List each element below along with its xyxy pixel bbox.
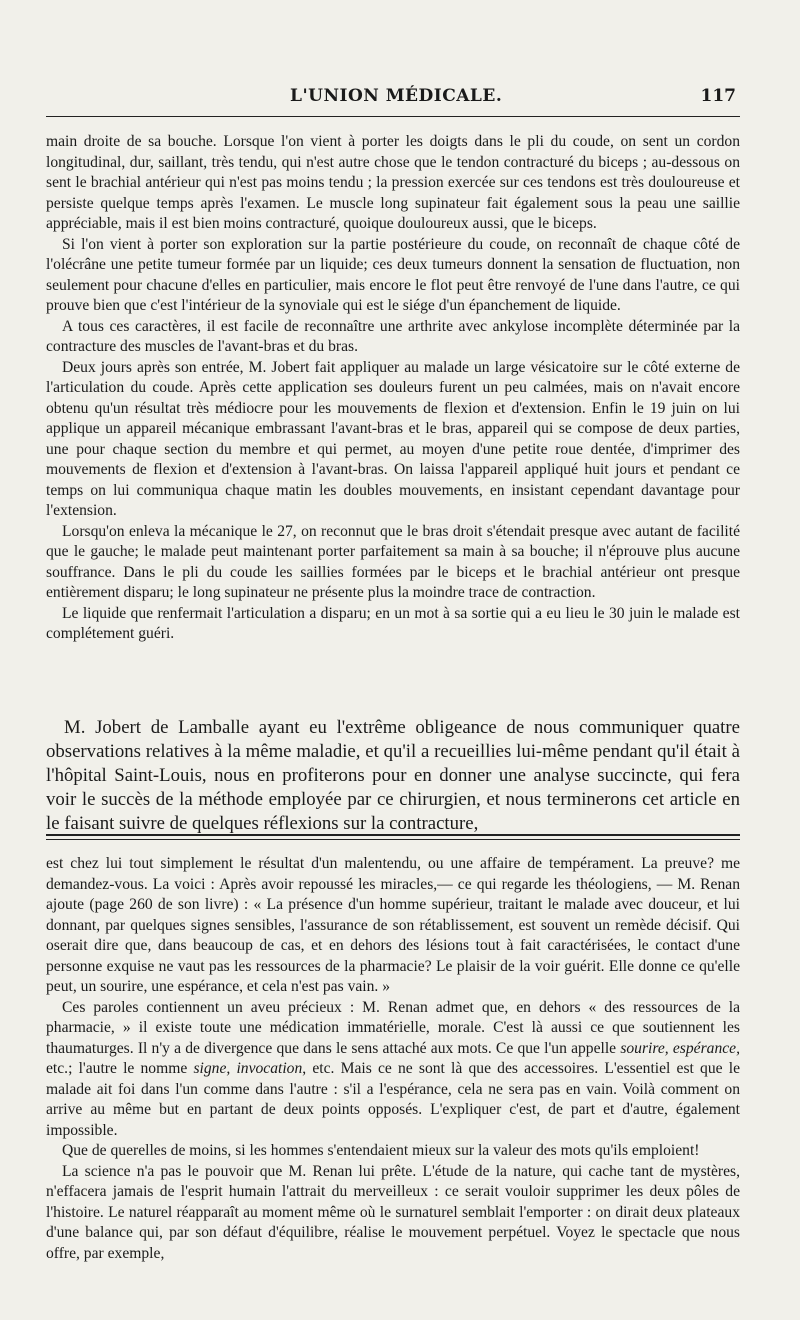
paragraph: main droite de sa bouche. Lorsque l'on vient à porter les doigts dans le pli du coude, on sent un cordon longitudinal, dur, saillant, très tendu, qui n'est autre chose que le tendon contracturé du biceps ; au-dessous on sent le brachial antérieur qui n'est pas moins tendu ; la pression exercée sur ces tendons est très douloureuse et persiste quelque temps après l'examen. Le muscle long supinateur fait également sous la peau une saillie appréciable, mais il est bien moins contracturé, quoique douloureux aussi, que le biceps. xyxy=(46,133,740,232)
header-rule xyxy=(46,116,740,117)
feuilleton-rule-thin xyxy=(46,839,740,840)
page-number: 117 xyxy=(700,86,736,106)
paragraph: La science n'a pas le pouvoir que M. Renan lui prête. L'étude de la nature, qui cache tant de mystères, n'effacera jamais de l'esprit humain l'attrait du merveilleux : ce serait vouloir supprimer les deux pôles de l'histoire. Le naturel réapparaît au moment même où le surnaturel semblait l'emporter : on dirait deux plateaux d'une balance qui, par son défaut d'équilibre, réalise le mouvement perpétuel. Voyez le spectacle que nous offre, par exemple, xyxy=(46,1162,740,1262)
paragraph: Le liquide que renfermait l'articulation a disparu; en un mot à sa sortie qui a eu lieu le 30 juin le malade est complétement guéri. xyxy=(46,604,740,642)
paragraph: Ces paroles contiennent un aveu précieux : M. Renan admet que, en dehors « des ressources de la pharmacie, » il existe toute une médication immatérielle, morale. C'est là aussi ce que soutiennent les thaumaturges. Il n'y a de divergence que dans le sens attaché aux mots. Ce que l'un appelle sourire, espérance, etc.; l'autre le nomme signe, invocation, etc. Mais ce ne sont là que des accessoires. L'essentiel est que le malade ait foi dans l'un comme dans l'autre : s'il a l'espérance, cela ne sera pas en vain. Voilà comment on arrive au même but en partant de deux points opposés. L'expliquer c'est, de part et d'autre, également impossible. xyxy=(46,998,740,1139)
feuilleton-text xyxy=(46,854,740,1264)
analysis-introduction xyxy=(46,716,740,836)
italic-terms: signe, invocation xyxy=(193,1060,303,1077)
italic-terms: sourire, espérance, xyxy=(620,1039,740,1057)
paragraph: M. Jobert de Lamballe ayant eu l'extrême obligeance de nous communiquer quatre observations relatives à la même maladie, et qu'il a recueillies lui-même pendant qu'il était à l'hôpital Saint-Louis, nous en profiterons pour en donner une analyse succincte, qui fera voir le succès de la méthode employée par ce chirurgien, et nous terminerons cet article en le faisant suivre de quelques réflexions sur la contracture, xyxy=(46,717,740,834)
paragraph: Que de querelles de moins, si les hommes s'entendaient mieux sur la valeur des mots qu'ils emploient! xyxy=(62,1142,700,1159)
feuilleton-rule xyxy=(46,834,740,836)
journal-title: L'UNION MÉDICALE. xyxy=(290,86,503,106)
running-header xyxy=(44,86,744,110)
paragraph: est chez lui tout simplement le résultat d'un malentendu, ou une affaire de tempérament. La preuve? me demandez-vous. La voici : Après avoir repoussé les miracles,— ce qui regarde les théologiens, — M. Renan ajoute (page 260 de son livre) : « La présence d'un homme supérieur, traitant le malade avec douceur, et lui donnant, par quelques signes sensibles, l'assurance de son rétablissement, est souvent un remède décisif. Qui oserait dire que, dans beaucoup de cas, et en dehors des lésions tout à fait caractérisées, le contact d'une personne exquise ne vaut pas les ressources de la pharmacie? Le plaisir de la voir guérit. Elle donne ce qu'elle peut, un sourire, une espérance, et cela n'est pas vain. » xyxy=(46,855,740,995)
paragraph: Si l'on vient à porter son exploration sur la partie postérieure du coude, on reconnaît de chaque côté de l'olécrâne une petite tumeur formée par un liquide; ces deux tumeurs donnent la sensation de fluctuation, non seulement pour chacune d'elles en particulier, mais encore le flot peut être renvoyé de l'une dans l'autre, ce qui prouve bien que c'est l'intérieur de la synoviale qui est le siége d'un épanchement de liquide. xyxy=(46,235,740,314)
medical-case-text xyxy=(46,132,740,645)
paragraph: Lorsqu'on enleva la mécanique le 27, on reconnut que le bras droit s'étendait presque avec autant de facilité que le gauche; le malade peut maintenant porter parfaitement sa main à sa bouche; il n'éprouve plus aucune souffrance. Dans le pli du coude les saillies formées par le biceps et le brachial antérieur ont presque entièrement disparu; le long supinateur ne présente plus la moindre trace de contraction. xyxy=(46,522,740,601)
paragraph: A tous ces caractères, il est facile de reconnaître une arthrite avec ankylose incomplète déterminée par la contracture des muscles de l'avant-bras et du bras. xyxy=(46,317,740,355)
paragraph: Deux jours après son entrée, M. Jobert fait appliquer au malade un large vésicatoire sur le côté externe de l'articulation du coude. Après cette application ses douleurs furent un peu calmées, mais on n'avait encore obtenu qu'un résultat très médiocre pour les mouvements de flexion et d'extension. Enfin le 19 juin on lui applique un appareil mécanique embrassant l'avant-bras et le bras, appareil qui se compose de deux parties, une pour chaque section du membre et qui permet, au moyen d'une petite roue dentée, d'imprimer des mouvements de flexion et d'extension à l'avant-bras. On laissa l'appareil appliqué huit jours et pendant ce temps on lui communiqua chaque matin les doubles mouvements, en insistant cependant davantage pour l'extension. xyxy=(46,358,740,519)
